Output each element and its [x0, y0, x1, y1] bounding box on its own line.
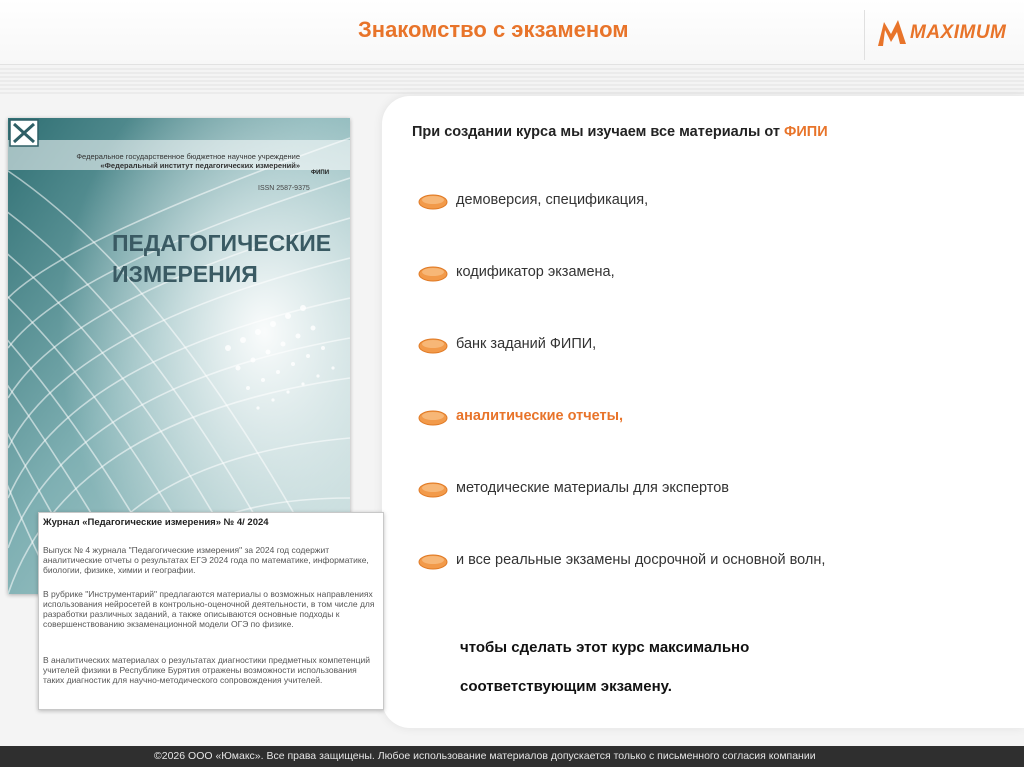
- orange-bullet-icon: [418, 554, 448, 570]
- decorative-stripes: [0, 66, 1024, 96]
- cover-title: [112, 228, 331, 290]
- bullet-text: кодификатор экзамена,: [456, 264, 615, 280]
- intro-main: При создании курса мы изучаем все материалы от: [412, 124, 780, 140]
- fipi-logo-icon: [8, 118, 40, 156]
- description-paragraph-3: В аналитических материалах о результатах диагностики предметных компетенций учителей физики в Республике Бурятия отражены возможности использования таких диагностик для научно-методического сопровождения учителей.: [43, 655, 370, 685]
- orange-bullet-icon: [418, 266, 448, 282]
- description-paragraph-1: Выпуск № 4 журнала "Педагогические измерения" за 2024 год содержит аналитические отчеты о результатах ЕГЭ 2024 года по математике, информатике, биологии, физике, химии и географии.: [43, 545, 369, 575]
- fipi-label: ФИПИ: [310, 170, 330, 176]
- maximum-logo: [876, 12, 1018, 52]
- logo-text: MAXIMUM: [910, 22, 1007, 43]
- conclusion-line2: соответствующим экзамену.: [460, 678, 672, 695]
- slide-title: Знакомство с экзаменом: [358, 17, 629, 42]
- cover-issn: ISSN 2587-9375: [258, 185, 310, 192]
- bullet-text: демоверсия, спецификация,: [456, 192, 649, 208]
- maximum-logo-icon: [876, 16, 910, 50]
- orange-bullet-icon: [418, 410, 448, 426]
- footer-text: [154, 750, 816, 762]
- description-paragraph-2: В рубрике "Инструментарий" предлагаются материалы о возможных направлениях использования нейросетей в контрольно-оценочной деятельности, в том числе для разработки различных заданий, а также описываются основные подходы к совершенствованию экзаменационной модели ОГЭ по физике.: [43, 589, 375, 629]
- orange-bullet-icon: [418, 482, 448, 498]
- orange-bullet-icon: [418, 194, 448, 210]
- intro-accent: ФИПИ: [784, 124, 828, 140]
- cover-org-line2: «Федеральный институт педагогических измерений»: [100, 161, 300, 170]
- intro-text: [412, 124, 828, 140]
- slide-header: [0, 0, 1024, 65]
- footer: [0, 746, 1024, 767]
- bullet-text: и все реальные экзамены досрочной и основной волн,: [456, 552, 826, 568]
- description-title: Журнал «Педагогические измерения» № 4/ 2024: [43, 517, 269, 528]
- conclusion-line1: чтобы сделать этот курс максимально: [460, 639, 750, 656]
- cover-title-line2: ИЗМЕРЕНИЯ: [112, 261, 258, 287]
- orange-bullet-icon: [418, 338, 448, 354]
- journal-description: [38, 512, 384, 710]
- footer-copyright: ООО «Юмакс». Все права защищены. Любое использование материалов допускается только с письменного согласия компании: [188, 750, 816, 762]
- bullet-text: методические материалы для экспертов: [456, 480, 730, 496]
- footer-year: ©2026: [154, 750, 186, 762]
- cover-organization: [44, 152, 300, 170]
- header-divider: [864, 10, 865, 60]
- bullet-text: банк заданий ФИПИ,: [456, 336, 597, 352]
- cover-title-line1: ПЕДАГОГИЧЕСКИЕ: [112, 230, 332, 256]
- bullet-text: аналитические отчеты,: [456, 408, 624, 424]
- cover-org-line1: Федеральное государственное бюджетное научное учреждение: [76, 152, 300, 161]
